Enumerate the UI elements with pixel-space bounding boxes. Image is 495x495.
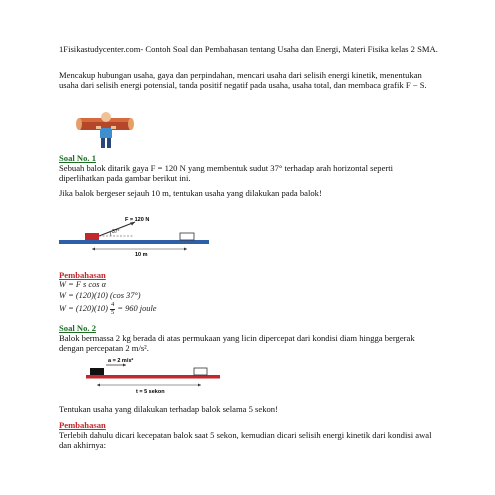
formula-line-3-left: W = (120)(10) <box>59 303 108 313</box>
soal1-question: Jika balok bergeser sejauh 10 m, tentukan usaha yang dilakukan pada balok! <box>59 188 322 198</box>
illustration-log-carrier <box>72 108 138 150</box>
soal2-question: Tentukan usaha yang dilakukan terhadap balok selama 5 sekon! <box>59 404 278 414</box>
figure-accelerating-block <box>84 353 224 398</box>
force-label: F = 120 N <box>125 217 150 223</box>
figure-force-angle <box>55 212 215 258</box>
formula-line-1: W = F s cos α <box>59 280 107 289</box>
accel-label: a = 2 m/s² <box>108 358 134 364</box>
intro-body: Mencakup hubungan usaha, gaya dan perpindahan, mencari usaha dari selisih energi kinetik, menentukan usaha dari selisih energi potensial, tanda positif negatif pada usaha, usaha total, dan membaca grafik F − S. <box>59 70 427 91</box>
soal2-heading: Soal No. 2 <box>59 323 97 333</box>
angle-label: 37° <box>112 229 120 235</box>
soal1-text: Sebuah balok ditarik gaya F = 120 N yang membentuk sudut 37° terhadap arah horizontal seperti diperlihatkan pada gambar berikut ini. <box>59 163 394 184</box>
time-label: t = 5 sekon <box>136 389 165 395</box>
distance-label: 10 m <box>135 252 148 258</box>
soal1-heading: Soal No. 1 <box>59 153 97 163</box>
formula-line-3-right: = 960 joule <box>117 303 157 313</box>
formula-fraction: $\frac{4}{5}$ <box>111 301 115 316</box>
formula-line-2: W = (120)(10) (cos 37°) <box>59 291 141 300</box>
intro-title: 1Fisikastudycenter.com- Contoh Soal dan Pembahasan tentang Usaha dan Energi, Materi Fisika kelas 2 SMA. <box>59 44 438 54</box>
pembahasan2-heading: Pembahasan <box>59 420 106 430</box>
pembahasan1-heading: Pembahasan <box>59 270 106 280</box>
pembahasan2-text: Terlebih dahulu dicari kecepatan balok saat 5 sekon, kemudian dicari selisih energi kinetik dari kondisi awal dan akhirnya: <box>59 430 432 451</box>
soal2-text: Balok bermassa 2 kg berada di atas permukaan yang licin dipercepat dari kondisi diam hingga bergerak dengan percepatan 2 m/s². <box>59 333 415 354</box>
formula-line-3 <box>59 302 157 316</box>
